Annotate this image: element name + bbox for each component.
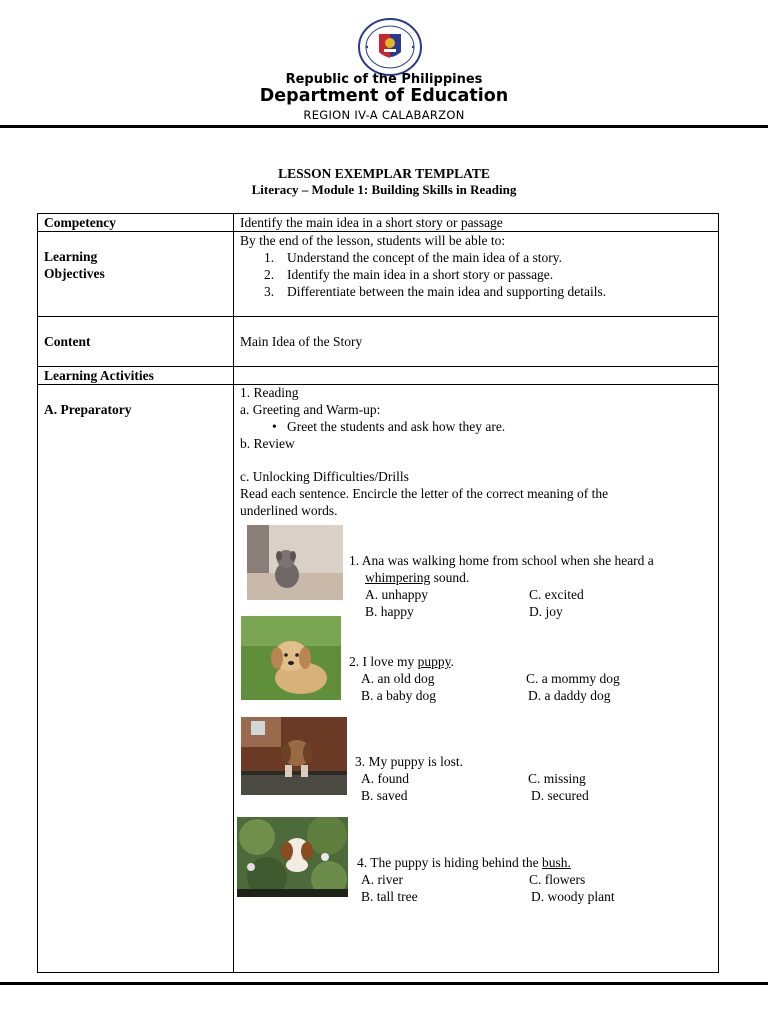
- question-1-choice-c: C. excited: [529, 587, 584, 602]
- preparatory-label: A. Preparatory: [44, 402, 132, 417]
- puppy-photo-1: [247, 525, 343, 600]
- region-heading: REGION IV-A CALABARZON: [303, 108, 465, 122]
- question-3-text: 3. My puppy is lost.: [355, 754, 464, 769]
- footer-divider: [0, 982, 768, 985]
- review-heading: b. Review: [240, 436, 295, 451]
- reading-heading: 1. Reading: [240, 385, 299, 400]
- puppy-photo-2: [241, 616, 341, 700]
- question-4-underlined-word: bush.: [542, 855, 571, 870]
- question-1-line2: [365, 569, 469, 586]
- question-3-choice-d: D. secured: [531, 788, 589, 803]
- objectives-label-line2: Objectives: [44, 266, 105, 281]
- row-divider: [38, 316, 718, 317]
- objective-item-text: Understand the concept of the main idea of a story.: [287, 250, 563, 265]
- objectives-label-line1: Learning: [44, 249, 98, 264]
- republic-heading: Republic of the Philippines: [285, 72, 483, 87]
- greeting-bullet-text: Greet the students and ask how they are.: [287, 419, 506, 434]
- competency-value: Identify the main idea in a short story or passage: [240, 215, 503, 230]
- question-1-choice-a: A. unhappy: [365, 587, 428, 602]
- question-1-text: 1. Ana was walking home from school when she heard a: [349, 553, 654, 568]
- question-4-choice-c: C. flowers: [529, 872, 586, 887]
- question-2-choice-c: C. a mommy dog: [526, 671, 620, 686]
- bullet-icon: •: [272, 419, 277, 434]
- objectives-intro: By the end of the lesson, students will be able to:: [240, 233, 506, 248]
- question-2-choice-a: A. an old dog: [361, 671, 435, 686]
- greeting-heading: a. Greeting and Warm-up:: [240, 402, 381, 417]
- competency-label: Competency: [44, 215, 116, 230]
- question-2-suffix: .: [450, 654, 454, 669]
- activities-label: Learning Activities: [44, 368, 154, 383]
- unlocking-heading: c. Unlocking Difficulties/Drills: [240, 469, 409, 484]
- puppy-photo-3: [241, 717, 347, 795]
- instruction-line1: Read each sentence. Encircle the letter of the correct meaning of the: [240, 486, 609, 501]
- lesson-table: [37, 213, 719, 973]
- question-1-choice-b: B. happy: [365, 604, 414, 619]
- objective-item: 2.: [264, 267, 275, 282]
- row-divider: [38, 384, 718, 385]
- question-2-underlined-word: puppy: [417, 654, 451, 669]
- department-heading: Department of Education: [259, 86, 509, 106]
- instruction-line2: underlined words.: [240, 503, 338, 518]
- objective-item-text: Differentiate between the main idea and supporting details.: [287, 284, 607, 299]
- question-3-choice-a: A. found: [361, 771, 409, 786]
- question-4-text: [357, 854, 571, 871]
- question-3-choice-b: B. saved: [361, 788, 408, 803]
- objective-item: 1.: [264, 250, 275, 265]
- document-title: LESSON EXEMPLAR TEMPLATE: [278, 166, 490, 181]
- question-3-choice-c: C. missing: [528, 771, 586, 786]
- question-4-choice-b: B. tall tree: [361, 889, 418, 904]
- question-1-underlined-word: whimpering: [365, 570, 431, 585]
- question-2-prefix: 2. I love my: [349, 654, 418, 669]
- puppy-photo-4: [237, 817, 348, 897]
- header-divider: [0, 125, 768, 128]
- question-2-choice-b: B. a baby dog: [361, 688, 436, 703]
- content-value: Main Idea of the Story: [240, 334, 363, 349]
- column-divider: [233, 214, 234, 972]
- question-4-choice-d: D. woody plant: [531, 889, 615, 904]
- objective-item-text: Identify the main idea in a short story or passage.: [287, 267, 554, 282]
- question-4-prefix: 4. The puppy is hiding behind the: [357, 855, 542, 870]
- question-2-text: [349, 653, 454, 670]
- document-subtitle: Literacy – Module 1: Building Skills in Reading: [251, 182, 517, 197]
- question-4-choice-a: A. river: [361, 872, 403, 887]
- question-2-choice-d: D. a daddy dog: [528, 688, 611, 703]
- objective-item: 3.: [264, 284, 275, 299]
- content-label: Content: [44, 334, 91, 349]
- deped-seal-logo: [357, 18, 423, 76]
- question-1-suffix: sound.: [430, 570, 470, 585]
- question-1-choice-d: D. joy: [529, 604, 563, 619]
